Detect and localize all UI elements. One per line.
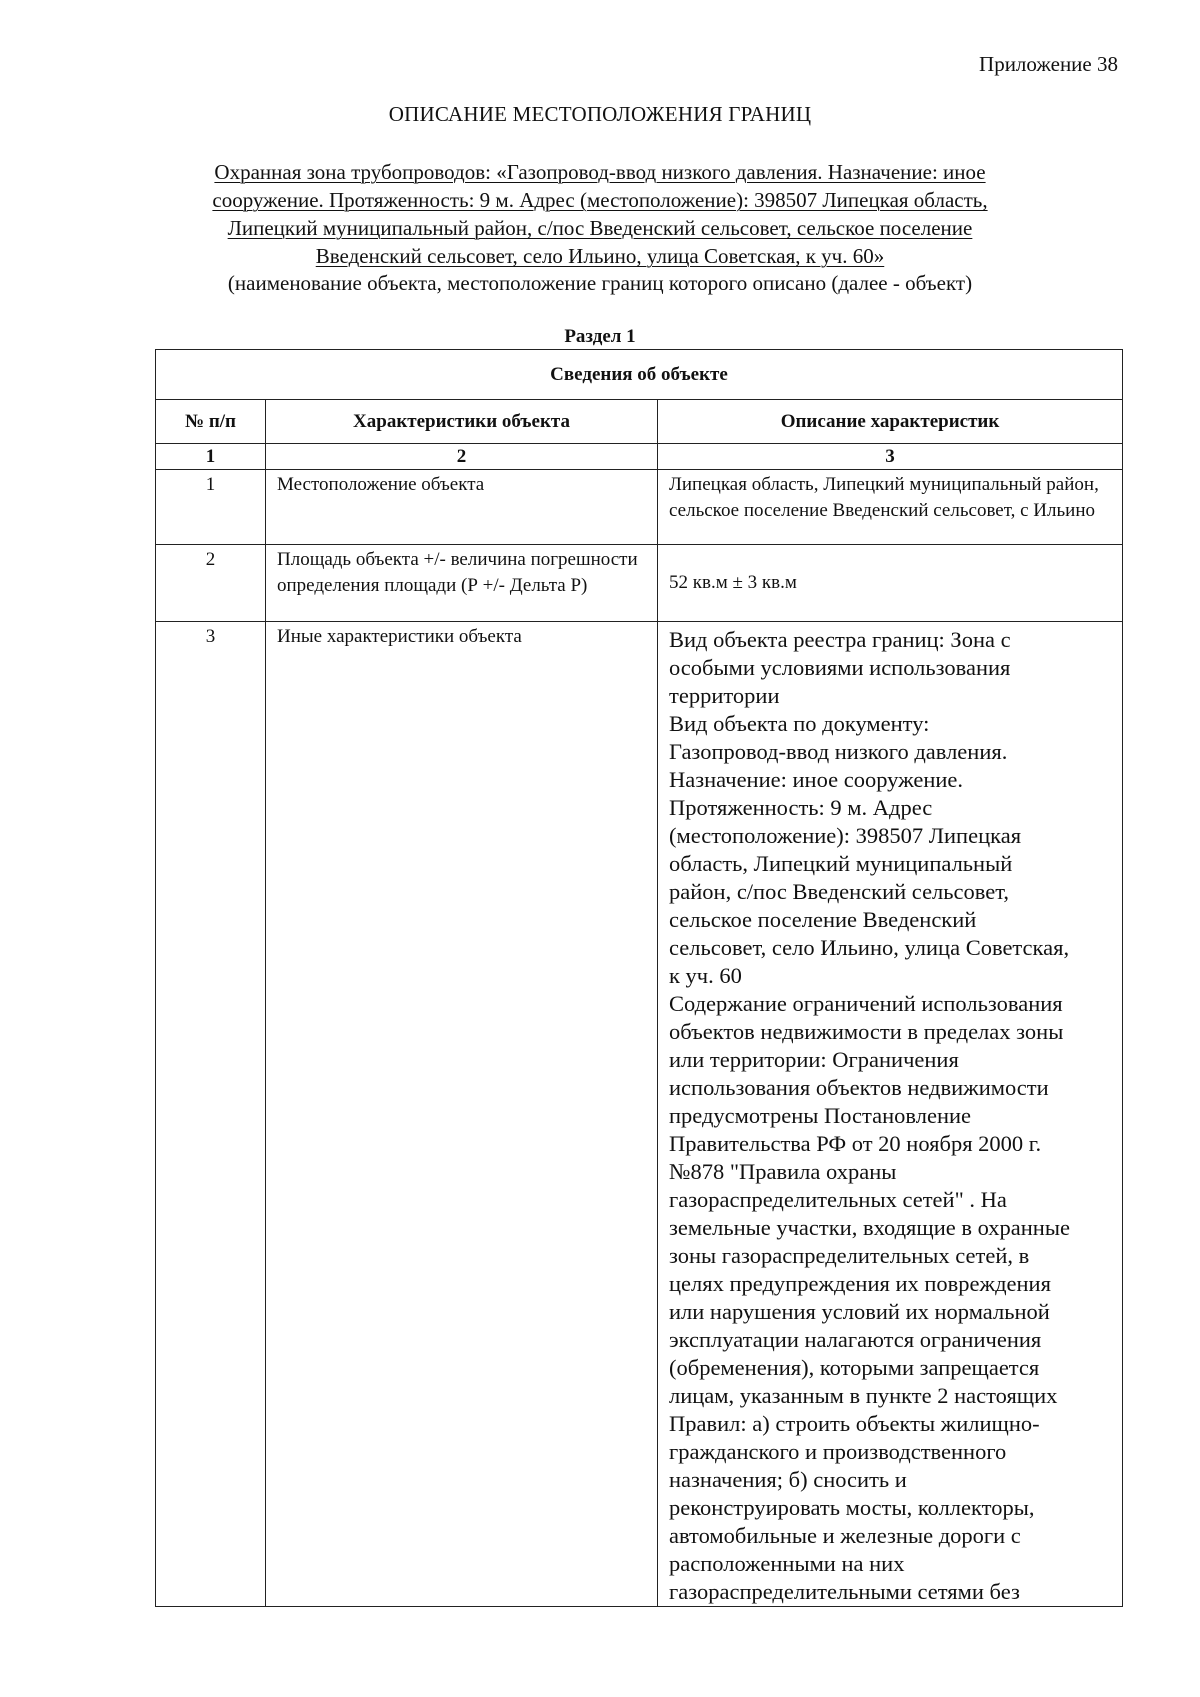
description-line: (местоположение): 398507 Липецкая: [669, 823, 1022, 848]
table-row: [156, 470, 1123, 545]
description-line: особыми условиями использования: [669, 655, 1011, 680]
description-line: или территории: Ограничения: [669, 1047, 959, 1072]
table-title-row: [156, 350, 1123, 400]
row-description: [658, 622, 1123, 1607]
column-header-row: [156, 400, 1123, 444]
description-line: целях предупреждения их повреждения: [669, 1271, 1051, 1296]
row-number: 1: [156, 470, 266, 545]
description-line: Назначение: иное сооружение.: [669, 767, 964, 792]
description-line: зоны газораспределительных сетей, в: [669, 1243, 1030, 1268]
column-number: 3: [658, 444, 1123, 470]
description-line: Вид объекта по документу:: [669, 711, 930, 736]
description-line: район, с/пос Введенский сельсовет,: [669, 879, 1010, 904]
description-line: территории: [669, 683, 780, 708]
description-line: реконструировать мосты, коллекторы,: [669, 1495, 1035, 1520]
description-line: лицам, указанным в пункте 2 настоящих: [669, 1383, 1058, 1408]
description-line: газораспределительными сетями без: [669, 1579, 1020, 1604]
object-caption: (наименование объекта, местоположение границ которого описано (далее - объект): [227, 271, 973, 295]
row-description: 52 кв.м ± 3 кв.м: [658, 545, 1123, 622]
column-number: 1: [156, 444, 266, 470]
description-line: Протяженность: 9 м. Адрес: [669, 795, 933, 820]
object-info-table: [155, 349, 1123, 1607]
description-line: использования объектов недвижимости: [669, 1075, 1049, 1100]
object-name-line: Введенский сельсовет, село Ильино, улица Советская, к уч. 60»: [315, 244, 885, 268]
description-line: Газопровод-ввод низкого давления.: [669, 739, 1008, 764]
description-line: эксплуатации налагаются ограничения: [669, 1327, 1042, 1352]
row-description: Липецкая область, Липецкий муниципальный район, сельское поселение Введенский сельсовет, с Ильино: [658, 470, 1123, 545]
description-line: Правительства РФ от 20 ноября 2000 г.: [669, 1131, 1042, 1156]
description-line: область, Липецкий муниципальный: [669, 851, 1013, 876]
description-line: гражданского и производственного: [669, 1439, 1007, 1464]
table-title: Сведения об объекте: [156, 350, 1123, 400]
description-line: сельское поселение Введенский: [669, 907, 977, 932]
description-line: Правил: а) строить объекты жилищно-: [669, 1411, 1040, 1436]
description-line: предусмотрены Постановление: [669, 1103, 972, 1128]
row-characteristic: Площадь объекта +/- величина погрешности определения площади (Р +/- Дельта Р): [266, 545, 658, 622]
object-name: [150, 158, 1050, 270]
description-line: сельсовет, село Ильино, улица Советская,: [669, 935, 1070, 960]
row-characteristic: Иные характеристики объекта: [266, 622, 658, 1607]
row-number: 2: [156, 545, 266, 622]
description-line: земельные участки, входящие в охранные: [669, 1215, 1070, 1240]
object-name-line: сооружение. Протяженность: 9 м. Адрес (местоположение): 398507 Липецкая область,: [212, 188, 988, 212]
description-line: к уч. 60: [669, 963, 742, 988]
description-line: расположенными на них: [669, 1551, 905, 1576]
object-name-line: Охранная зона трубопроводов: «Газопровод-ввод низкого давления. Назначение: иное: [214, 160, 986, 184]
object-name-line: Липецкий муниципальный район, с/пос Введенский сельсовет, сельское поселение: [227, 216, 973, 240]
description-line: Вид объекта реестра границ: Зона с: [669, 627, 1011, 652]
appendix-label: Приложение 38: [979, 52, 1118, 76]
description-line: №878 "Правила охраны: [669, 1159, 897, 1184]
table-row: [156, 622, 1123, 1607]
column-header-description: Описание характеристик: [658, 400, 1123, 444]
description-line: объектов недвижимости в пределах зоны: [669, 1019, 1064, 1044]
row-characteristic: Местоположение объекта: [266, 470, 658, 545]
description-line: автомобильные и железные дороги с: [669, 1523, 1021, 1548]
column-number-row: [156, 444, 1123, 470]
column-header-num: № п/п: [156, 400, 266, 444]
document-title: ОПИСАНИЕ МЕСТОПОЛОЖЕНИЯ ГРАНИЦ: [388, 102, 812, 126]
description-line: газораспределительных сетей" . На: [669, 1187, 1007, 1212]
column-header-characteristic: Характеристики объекта: [266, 400, 658, 444]
row-number: 3: [156, 622, 266, 1607]
description-line: Содержание ограничений использования: [669, 991, 1063, 1016]
table-row: [156, 545, 1123, 622]
description-line: или нарушения условий их нормальной: [669, 1299, 1050, 1324]
description-line: (обременения), которыми запрещается: [669, 1355, 1040, 1380]
column-number: 2: [266, 444, 658, 470]
description-line: назначения; б) сносить и: [669, 1467, 907, 1492]
section-title: Раздел 1: [564, 326, 636, 347]
